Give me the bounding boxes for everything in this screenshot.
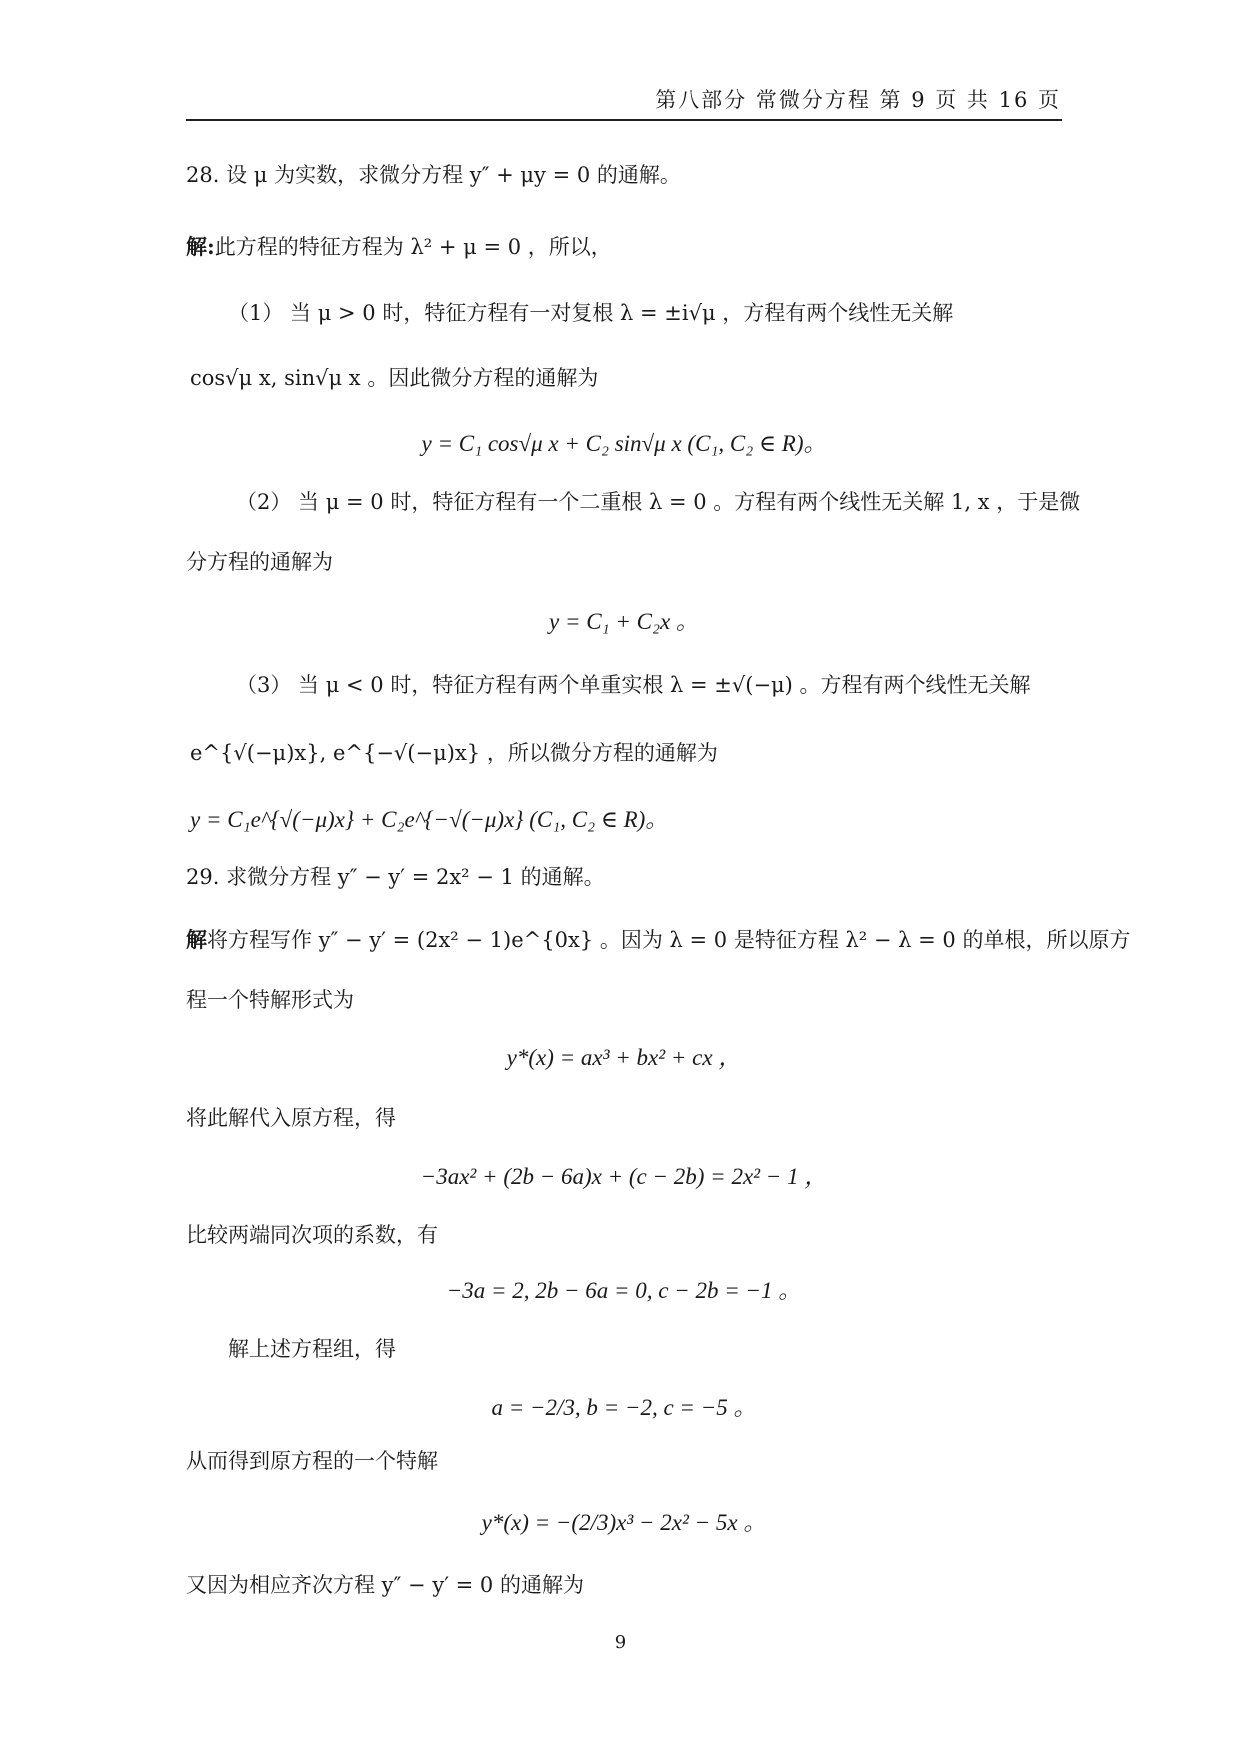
- equation-8: y*(x) = −(2/3)x³ − 2x² − 5x 。: [481, 1510, 767, 1535]
- equation-7: a = −2/3, b = −2, c = −5 。: [491, 1395, 757, 1420]
- substitution-text: 将此解代入原方程，得: [186, 1106, 396, 1130]
- homogeneous-text: 又因为相应齐次方程 y″ − y′ = 0 的通解为: [186, 1573, 584, 1597]
- solution-29-line: [186, 925, 1130, 955]
- page-header: 第八部分 常微分方程 第 9 页 共 16 页: [655, 88, 1061, 112]
- equation-3: y = C₁e^{√(−μ)x} + C₂e^{−√(−μ)x} (C₁, C₂ ∈ R)。: [190, 807, 669, 832]
- page-number: 9: [614, 1632, 627, 1653]
- equation-1: y = C₁ cos√μ x + C₂ sin√μ x (C₁, C₂ ∈ R)。: [421, 431, 827, 456]
- solution-label: 解:: [186, 234, 215, 259]
- equation-6: −3a = 2, 2b − 6a = 0, c − 2b = −1 。: [446, 1278, 802, 1303]
- case-3-line: （3） 当 μ < 0 时，特征方程有两个单重实根 λ = ±√(−μ) 。方程有两个线性无关解: [236, 673, 1031, 697]
- solution-29-text: 将方程写作 y″ − y′ = (2x² − 1)e^{0x} 。因为 λ = 0 是特征方程 λ² − λ = 0 的单根，所以原方: [207, 928, 1131, 952]
- case-3-continued: e^{√(−μ)x}, e^{−√(−μ)x} ，所以微分方程的通解为: [190, 741, 718, 765]
- solution-28-line: [186, 232, 612, 262]
- equation-5: −3ax² + (2b − 6a)x + (c − 2b) = 2x² − 1 ，: [420, 1164, 828, 1189]
- particular-text: 从而得到原方程的一个特解: [186, 1449, 438, 1473]
- solution-label-2: 解: [186, 927, 207, 952]
- header-rule: [186, 119, 1062, 121]
- question-29: 29. 求微分方程 y″ − y′ = 2x² − 1 的通解。: [186, 865, 605, 889]
- case-2-line: （2） 当 μ = 0 时，特征方程有一个二重根 λ = 0 。方程有两个线性无关解 1, x ，于是微: [236, 490, 1081, 514]
- case-1-continued: cos√μ x, sin√μ x 。因此微分方程的通解为: [190, 366, 599, 390]
- case-1-line: （1） 当 μ > 0 时，特征方程有一对复根 λ = ±i√μ ，方程有两个线性无关解: [228, 301, 954, 325]
- case-2-continued: 分方程的通解为: [186, 550, 333, 574]
- equation-4: y*(x) = ax³ + bx² + cx ，: [506, 1045, 742, 1070]
- solve-text: 解上述方程组，得: [228, 1337, 396, 1361]
- compare-text: 比较两端同次项的系数，有: [186, 1223, 438, 1247]
- solution-28-text: 此方程的特征方程为 λ² + μ = 0 ，所以，: [214, 235, 612, 259]
- question-28: 28. 设 μ 为实数，求微分方程 y″ + μy = 0 的通解。: [186, 163, 681, 187]
- solution-29-continued: 程一个特解形式为: [186, 988, 354, 1012]
- equation-2: y = C₁ + C₂x 。: [549, 609, 699, 634]
